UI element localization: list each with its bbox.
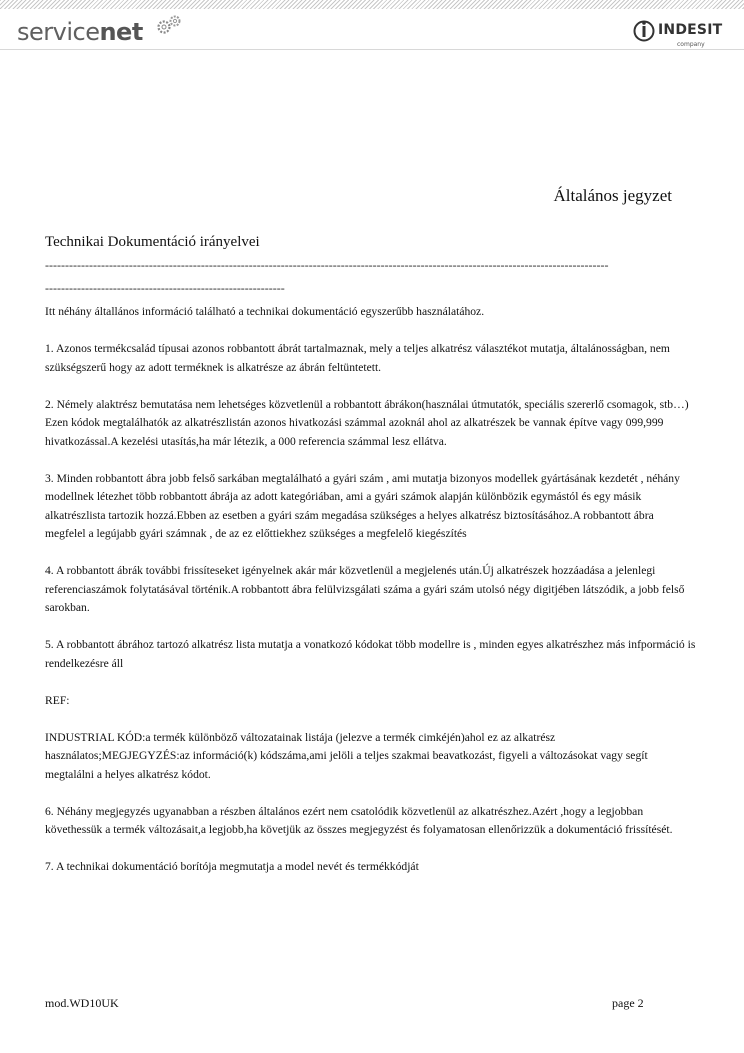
indesit-logo (633, 19, 738, 53)
logo-text-light: service (17, 18, 100, 46)
header-stripe (0, 0, 744, 9)
indesit-brand-text: INDESIT (658, 22, 723, 38)
ref-label: REF: (45, 693, 70, 707)
footer-page-number: page 2 (612, 996, 644, 1010)
servicenet-logo (17, 18, 143, 46)
page-header (0, 9, 744, 51)
paragraph-7: 7. A technikai dokumentáció borítója megmutatja a model nevét és termékkódját (45, 860, 419, 873)
intro-paragraph: Itt néhány általlános információ található a technikai dokumentáció egyszerűbb használatához. (45, 305, 485, 318)
indesit-brand-sub: company (677, 41, 705, 48)
paragraph-3: 3. Minden robbantott ábra jobb felső sarkában megtalálható a gyári szám , ami mutatja bizonyos modellek gyártásának kezdetét , néhány modellnek létezhet több robbantott ábrája az adott kategóriában, ami a gyári számok alapján különbözik egymástól és egy másik alkatrészlista tartozik hozzá.Ebben az esetben a gyári szám megadása szükséges a helyes alkatrész biztosításához.A robbantott ábra megfelel a legújabb gyári számnak , de az ez előttiekhez szükséges a megfelelő kiegészítés (45, 471, 680, 540)
page-title: Általános jegyzet (553, 186, 672, 205)
paragraph-1: 1. Azonos termékcsalád típusai azonos robbantott ábrát tartalmaznak, mely a teljes alkatrész választékot mutatja, általánosságban, nem szükségszerű hogy az adott terméknek is alkatrésze az ábrán feltüntetett. (45, 342, 670, 374)
paragraph-2: 2. Némely alaktrész bemutatása nem lehetséges közvetlenül a robbantott ábrákon(használai útmutatók, speciális szererlő csomagok, stb…) Ezen kódok megtalálhatók az alkatrészlistán azonos hivatkozási számmal azoknál ahol az alkatrészek be vannak építve vagy 099,999 hivatkozással.A kezelési utasítás,ha már létezik, a 000 referencia számmal lesz ellátva. (45, 397, 689, 448)
document-body (45, 303, 697, 895)
paragraph-6: 6. Néhány megjegyzés ugyanabban a részben általános ezért nem csatolódik közvetlenül az alkatrészhez.Azért ,hogy a legjobban követhessük a termék változásait,a legjobb,ha követjük az összes megjegyzést és folyamatosan ellenőrizzük a dokumentáció frissítését. (45, 804, 673, 836)
indesit-mark-icon (633, 19, 655, 43)
dash-divider-1: --------------------------------------------------------------------------------------------------------------------------------------------- (45, 258, 609, 272)
dash-divider-2: ------------------------------------------------------------ (45, 281, 285, 295)
header-divider (0, 49, 744, 50)
logo-text-bold: net (99, 18, 143, 46)
gears-icon (155, 13, 185, 35)
paragraph-5: 5. A robbantott ábrához tartozó alkatrész lista mutatja a vonatkozó kódokat több modellre is , minden egyes alkatrészhez más infpormáció is rendelkezésre áll (45, 638, 696, 670)
industrial-code-paragraph: INDUSTRIAL KÓD:a termék különböző változatainak listája (jelezve a termék cimkéjén)ahol ez az alkatrész használatos;MEGJEGYZÉS:az információ(k) kódszáma,ami jelöli a teljes szakmai beavatkozást, figyeli a változásokat vagy segít megtalálni a helyes alkatrész kódot. (45, 730, 648, 781)
section-heading: Technikai Dokumentáció irányelvei (45, 234, 260, 250)
footer-model: mod.WD10UK (45, 996, 119, 1010)
paragraph-4: 4. A robbantott ábrák további frissíteseket igényelnek akár már közvetlenül a megjelenés után.Új alkatrészek hozzáadása a jelenlegi referenciaszámok folytatásával történik.A robbantott ábra felülvizsgálati száma a gyári szám utolsó négy digitjében látszódik, a jobb felső sarokban. (45, 564, 685, 614)
